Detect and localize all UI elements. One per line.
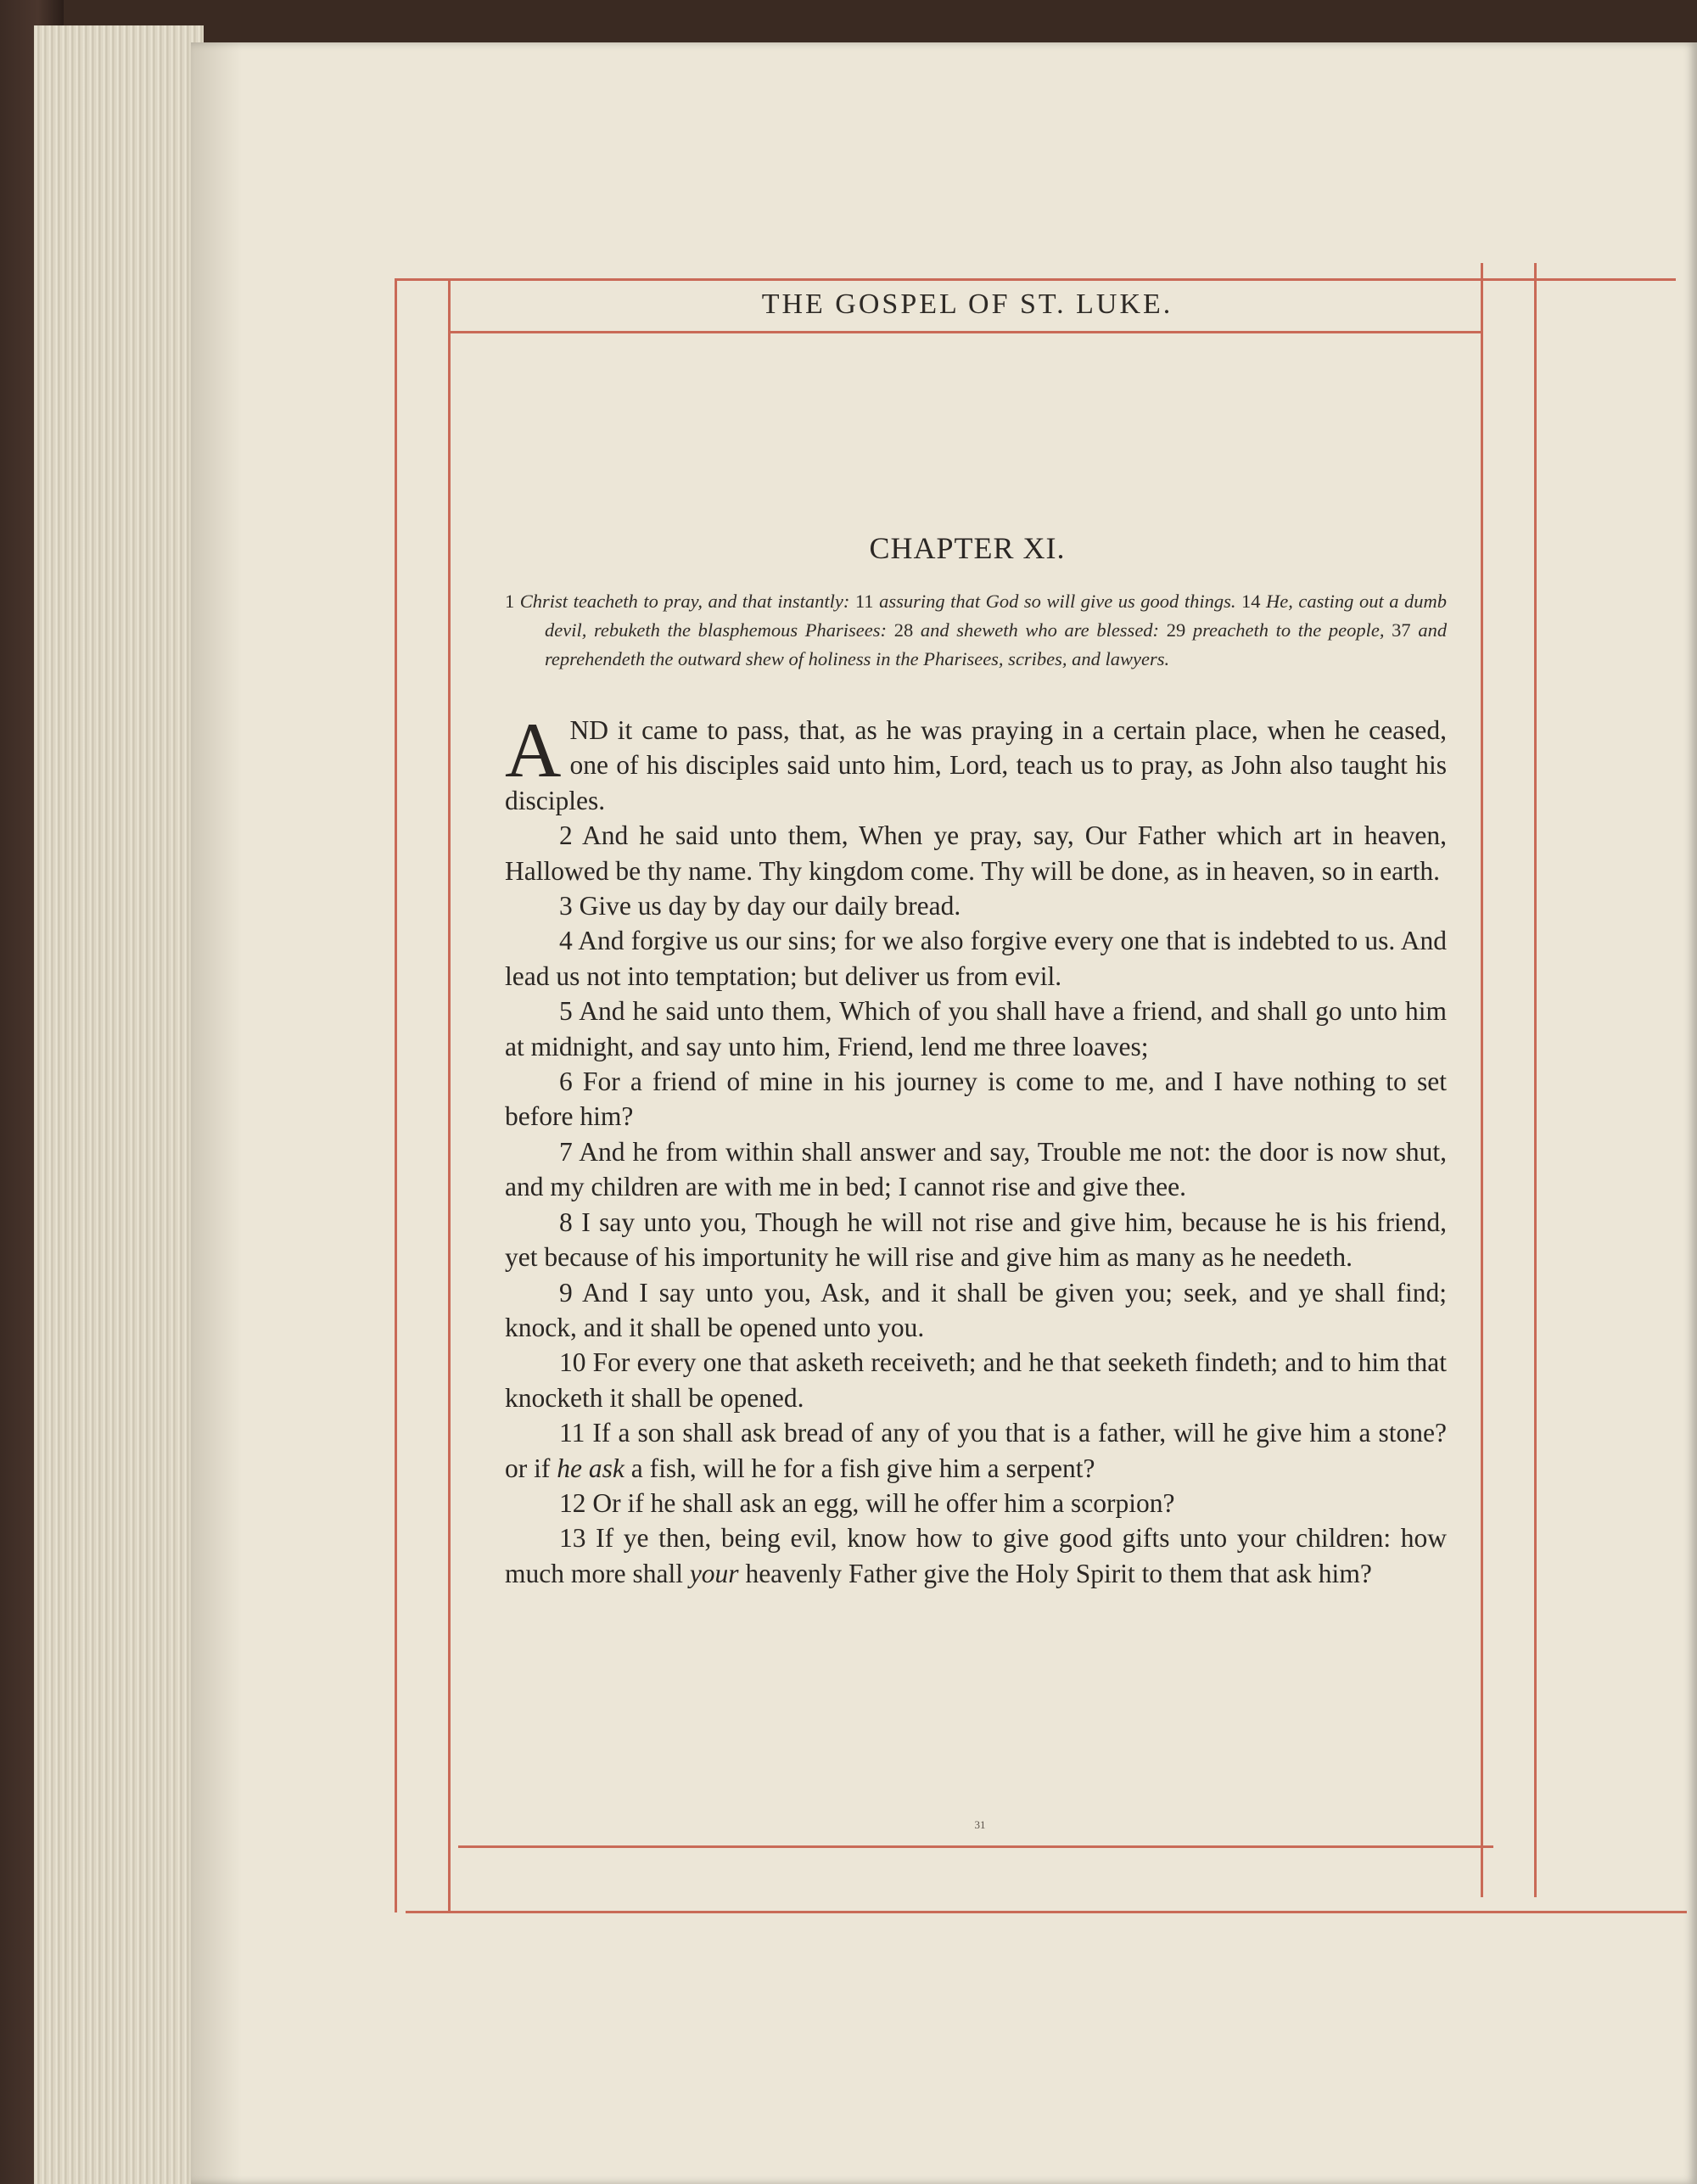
- verse-text: a fish, will he for a fish give him a serpent?: [630, 1453, 1095, 1483]
- verse-3: 3 Give us day by day our daily bread.: [559, 891, 961, 921]
- verse-12: 12 Or if he shall ask an egg, will he offer him a scorpion?: [559, 1487, 1175, 1518]
- page-edges: [34, 25, 204, 2184]
- outer-frame-top: [395, 278, 1676, 281]
- chapter-text: [505, 707, 1447, 1591]
- summary-text: and reprehendeth the outward shew of holiness in the Pharisees, scribes, and lawyers.: [545, 619, 1448, 669]
- verse-text: heavenly Father give the Holy Spirit to them that ask him?: [745, 1558, 1372, 1588]
- outer-frame-bottom: [406, 1911, 1687, 1913]
- drop-cap: A: [505, 707, 562, 793]
- summary-verse-ref: 14: [1241, 591, 1261, 612]
- verse-9: 9 And I say unto you, Ask, and it shall be given you; seek, and ye shall find; knock, and it shall be opened unto you.: [505, 1277, 1447, 1342]
- summary-text: preacheth to the people,: [1192, 619, 1385, 641]
- summary-verse-ref: 29: [1166, 619, 1186, 641]
- summary-text: assuring that God so will give us good things.: [879, 591, 1236, 612]
- verse-text: ND it came to pass, that, as he was praying in a certain place, when he ceased, one of his disciples said unto him, Lord, teach us to pray, as John also taught his disciples.: [505, 715, 1447, 815]
- gutter-shadow: [191, 42, 242, 2184]
- summary-verse-ref: 1: [505, 591, 515, 612]
- verse-11: [505, 1415, 1447, 1486]
- footer-rule: [458, 1845, 1493, 1848]
- verse-text: 11 If a son shall ask bread of any of you that is a father, will he give him a stone? or if: [505, 1418, 1447, 1483]
- verse-8: 8 I say unto you, Though he will not rise and give him, because he is his friend, yet because of his importunity he will rise and give him as many as he needeth.: [505, 1207, 1447, 1273]
- page-number: 31: [974, 1818, 986, 1831]
- verse-7: 7 And he from within shall answer and say, Trouble me not: the door is now shut, and my children are with me in bed; I cannot rise and give thee.: [505, 1136, 1447, 1202]
- running-head: THE GOSPEL OF ST. LUKE.: [761, 288, 1173, 320]
- verse-italic: he ask: [557, 1453, 624, 1483]
- header-rule: [448, 331, 1481, 333]
- chapter-summary: [505, 587, 1447, 674]
- chapter-title: CHAPTER XI.: [869, 531, 1066, 565]
- verse-italic: your: [689, 1558, 739, 1588]
- outer-frame-left: [395, 278, 397, 1912]
- summary-verse-ref: 28: [893, 619, 914, 641]
- verse-6: 6 For a friend of mine in his journey is come to me, and I have nothing to set before him?: [505, 1067, 1447, 1132]
- inner-frame-right: [1481, 263, 1483, 1897]
- verse-5: 5 And he said unto them, Which of you shall have a friend, and shall go unto him at midnight, and say unto him, Friend, lend me three loaves;: [505, 996, 1447, 1061]
- outer-frame-right: [1534, 263, 1537, 1897]
- verse-10: 10 For every one that asketh receiveth; and he that seeketh findeth; and to him that knocketh it shall be opened.: [505, 1347, 1447, 1413]
- summary-text: He, casting out a dumb devil, rebuketh the blasphemous Pharisees:: [545, 591, 1448, 641]
- summary-verse-ref: 11: [854, 591, 874, 612]
- summary-text: Christ teacheth to pray, and that instantly:: [519, 591, 850, 612]
- summary-text: and sheweth who are blessed:: [920, 619, 1160, 641]
- verse-4: 4 And forgive us our sins; for we also forgive every one that is indebted to us. And lead us not into temptation; but deliver us from evil.: [505, 926, 1447, 991]
- verse-1: [505, 707, 1447, 818]
- verse-2: 2 And he said unto them, When ye pray, say, Our Father which art in heaven, Hallowed be thy name. Thy kingdom come. Thy will be done, as in heaven, so in earth.: [505, 820, 1447, 886]
- verse-text: 13 If ye then, being evil, know how to give good gifts unto your children: how much more shall: [505, 1523, 1447, 1588]
- summary-verse-ref: 37: [1392, 619, 1411, 641]
- verse-13: [505, 1520, 1447, 1591]
- inner-frame-left: [448, 278, 451, 1912]
